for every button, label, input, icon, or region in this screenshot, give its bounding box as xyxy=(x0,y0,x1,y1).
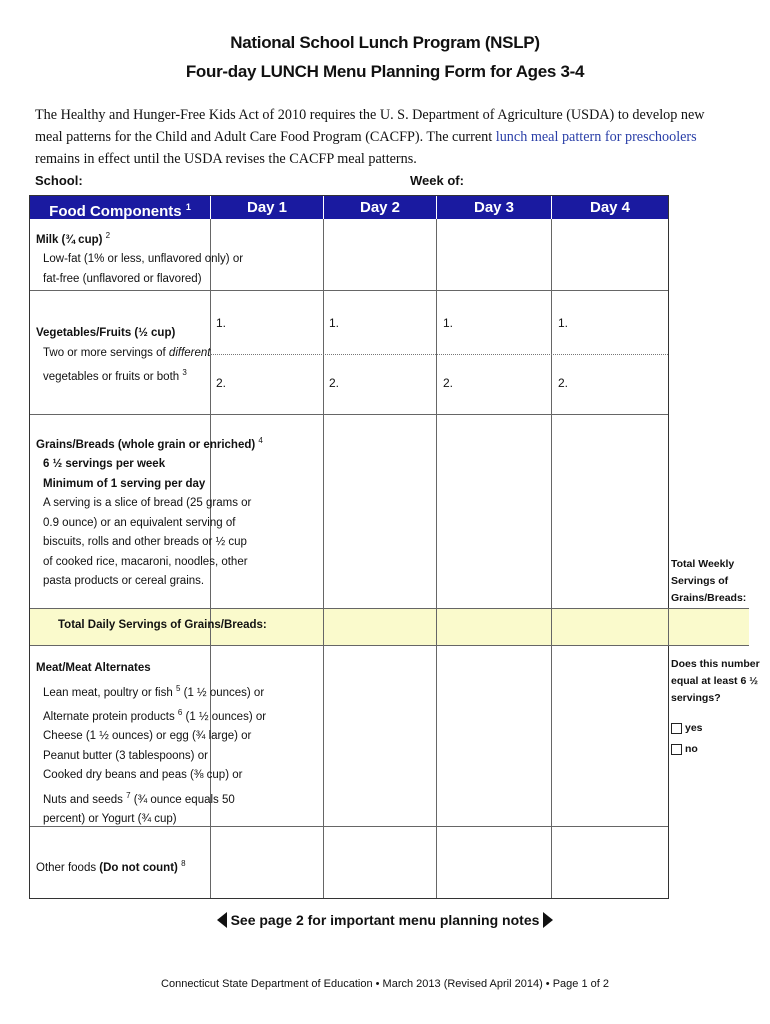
six-half-question xyxy=(671,656,760,707)
week-of-label: Week of: xyxy=(410,173,464,188)
other-bold: (Do not count) xyxy=(99,861,178,874)
grains-line: biscuits, rolls and other breads or ½ cup xyxy=(43,536,247,549)
other-foods-label xyxy=(36,854,186,878)
total-weekly-label xyxy=(671,556,746,607)
milk-note: 2 xyxy=(105,231,111,240)
see-page-2-note xyxy=(0,912,770,928)
other-text: Other foods xyxy=(36,861,100,874)
row-divider xyxy=(30,414,668,415)
day3-vegfruit-1[interactable]: 1. xyxy=(443,316,454,330)
grains-title: Grains/Breads (whole grain or enriched) xyxy=(36,438,256,451)
header-food-components xyxy=(30,196,210,219)
intro-text-1: The Healthy and Hunger-Free Kids Act of 2010 requires the U. S. Department of Agriculture (USDA) to develop new meal patterns for the Child and Adult Care Food Program (CACFP). The current xyxy=(35,107,705,145)
day1-vegfruit-1[interactable]: 1. xyxy=(216,316,227,330)
row-divider xyxy=(30,290,668,291)
col-divider xyxy=(436,219,437,898)
meat-title: Meat/Meat Alternates xyxy=(36,662,151,674)
meat-note: 5 xyxy=(175,683,181,693)
header-day-1: Day 1 xyxy=(211,196,323,219)
menu-planning-table xyxy=(29,195,669,899)
meat-line: Cooked dry beans and peas (⅜ cup) or xyxy=(43,769,243,782)
col-divider xyxy=(668,608,669,645)
grains-bold-2: Minimum of 1 serving per day xyxy=(43,477,206,490)
yes-option[interactable] xyxy=(671,722,703,734)
meat-line: Cheese (1 ½ ounces) or egg (¾ large) or xyxy=(43,730,252,743)
checkbox-icon[interactable] xyxy=(671,744,682,755)
grains-line: of cooked rice, macaroni, noodles, other xyxy=(43,555,248,568)
total-weekly-line: Total Weekly xyxy=(671,558,735,570)
meat-line: Alternate protein products xyxy=(43,710,178,723)
meat-line-rest: (¾ ounce equals 50 xyxy=(130,793,235,806)
day2-vegfruit-2[interactable]: 2. xyxy=(329,376,340,390)
no-label: no xyxy=(685,743,698,755)
vegfruit-emphasis: different xyxy=(168,346,211,359)
arrow-left-icon xyxy=(217,912,227,928)
meat-line-rest: (1 ½ ounces) or xyxy=(182,710,267,723)
col-divider xyxy=(551,219,552,898)
grains-line: A serving is a slice of bread (25 grams or xyxy=(43,497,252,510)
milk-label xyxy=(36,226,243,289)
vegfruit-note: 3 xyxy=(182,368,187,377)
vegfruit-line-2: vegetables or fruits or both xyxy=(43,370,180,383)
meat-line: Peanut butter (3 tablespoons) or xyxy=(43,749,208,762)
row-divider-dotted xyxy=(210,354,668,355)
other-note: 8 xyxy=(181,859,186,868)
meat-note: 7 xyxy=(126,790,131,800)
day2-vegfruit-1[interactable]: 1. xyxy=(329,316,340,330)
no-option[interactable] xyxy=(671,743,698,755)
vegfruit-title: Vegetables/Fruits (½ cup) xyxy=(36,327,176,339)
header-day-3: Day 3 xyxy=(437,196,551,219)
day1-vegfruit-2[interactable]: 2. xyxy=(216,376,227,390)
question-line: Does this number xyxy=(671,658,760,670)
vegfruit-line-1: Two or more servings of xyxy=(43,346,166,359)
milk-line-1: Low-fat (1% or less, unflavored only) or xyxy=(43,253,244,266)
col-divider xyxy=(436,608,437,645)
meat-line: Nuts and seeds xyxy=(43,793,127,806)
grains-note: 4 xyxy=(258,436,263,445)
col-divider xyxy=(551,608,552,645)
question-line: equal at least 6 ½ xyxy=(671,675,758,687)
day4-vegfruit-1[interactable]: 1. xyxy=(558,316,569,330)
total-weekly-line: Grains/Breads: xyxy=(671,592,747,604)
see-page-text: See page 2 for important menu planning notes xyxy=(230,912,540,928)
milk-line-2: fat-free (unflavored or flavored) xyxy=(43,272,202,285)
intro-text-2: remains in effect until the USDA revises the CACFP meal patterns. xyxy=(35,151,417,167)
meat-label xyxy=(36,659,266,829)
header-components-label: Food Components xyxy=(49,203,182,220)
grains-label xyxy=(36,431,263,592)
total-weekly-line: Servings of xyxy=(671,575,729,587)
grains-line: 0.9 ounce) or an equivalent serving of xyxy=(43,516,236,529)
school-label: School: xyxy=(35,173,83,188)
milk-title: Milk (¾ cup) xyxy=(36,233,103,246)
grains-bold-1: 6 ½ servings per week xyxy=(43,458,166,471)
meat-note: 6 xyxy=(177,707,183,717)
footer: Connecticut State Department of Education • March 2013 (Revised April 2014) • Page 1 of 2 xyxy=(161,978,609,990)
grains-line: pasta products or cereal grains. xyxy=(43,575,205,588)
meat-line-rest: (1 ½ ounces) or xyxy=(180,686,265,699)
col-divider xyxy=(323,219,324,898)
title-line-2: Four-day LUNCH Menu Planning Form for Ages 3-4 xyxy=(185,62,585,81)
question-line: servings? xyxy=(671,692,721,704)
checkbox-icon[interactable] xyxy=(671,723,682,734)
header-day-2: Day 2 xyxy=(324,196,436,219)
day4-vegfruit-2[interactable]: 2. xyxy=(558,376,569,390)
vegfruit-label xyxy=(36,324,210,387)
col-divider xyxy=(323,608,324,645)
arrow-right-icon xyxy=(543,912,553,928)
header-day-4: Day 4 xyxy=(552,196,668,219)
intro-link[interactable]: lunch meal pattern for preschoolers xyxy=(495,129,697,145)
meat-line: Lean meat, poultry or fish xyxy=(43,686,176,699)
header-components-note: 1 xyxy=(185,202,191,212)
title-line-1: National School Lunch Program (NSLP) xyxy=(230,33,540,52)
yes-label: yes xyxy=(685,722,703,734)
day3-vegfruit-2[interactable]: 2. xyxy=(443,376,454,390)
intro-paragraph xyxy=(35,104,735,170)
meat-line: percent) or Yogurt (¾ cup) xyxy=(43,812,177,825)
total-daily-label: Total Daily Servings of Grains/Breads: xyxy=(58,619,267,631)
